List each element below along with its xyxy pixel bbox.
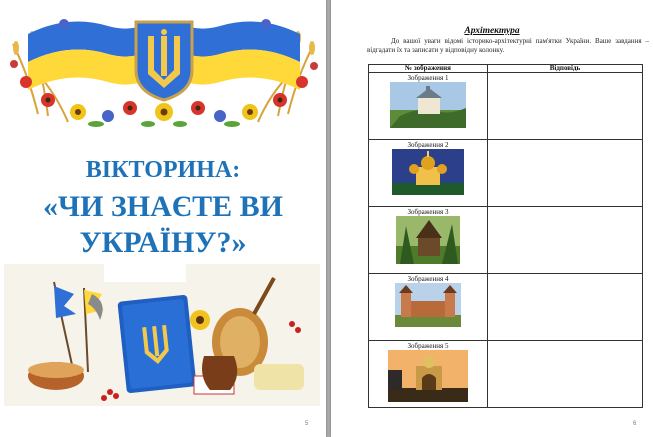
table-row: [369, 140, 643, 207]
table-row: [369, 207, 643, 274]
answer-cell[interactable]: [488, 207, 643, 274]
flag-banner-with-trident: [8, 4, 320, 134]
image-label: Зображення 1: [407, 74, 449, 82]
table-row: [369, 274, 643, 341]
table-row: [369, 73, 643, 140]
left-page: [0, 0, 326, 437]
answers-table: [368, 64, 643, 408]
answer-cell[interactable]: [488, 274, 643, 341]
image-cell: [369, 274, 488, 341]
answer-cell[interactable]: [488, 140, 643, 207]
image-label: Зображення 3: [407, 208, 449, 216]
page-number: 5: [305, 421, 309, 427]
image-label: Зображення 5: [407, 342, 449, 350]
task-instructions: До вашої уваги відомі історико-архітектурні пам'ятки України. Ваше завдання – відгадати їх та записати у відповідну колонку.: [367, 37, 649, 54]
quiz-title-line3: УКРАЇНУ?»: [79, 226, 247, 259]
column-header-number: № зображення: [369, 65, 488, 73]
monument-photo-1: [390, 82, 466, 128]
image-label: Зображення 4: [407, 275, 449, 283]
image-cell: [369, 73, 488, 140]
monument-photo-5: [388, 350, 468, 402]
image-cell: [369, 207, 488, 274]
answer-cell[interactable]: [488, 341, 643, 408]
monument-photo-4: [395, 283, 461, 327]
page-number: 6: [633, 421, 637, 427]
answer-cell[interactable]: [488, 73, 643, 140]
quiz-title-line1: ВІКТОРИНА:: [85, 157, 241, 183]
monument-photo-3: [396, 216, 460, 264]
folk-still-life-illustration: [4, 264, 320, 406]
column-header-answer: Відповідь: [488, 65, 643, 73]
table-row: [369, 341, 643, 408]
monument-photo-2: [392, 149, 464, 195]
image-cell: [369, 341, 488, 408]
right-page: [331, 0, 653, 437]
quiz-title-line2: «ЧИ ЗНАЄТЕ ВИ: [43, 190, 283, 223]
image-label: Зображення 2: [407, 141, 449, 149]
section-heading: Архітектура: [464, 26, 520, 36]
image-cell: [369, 140, 488, 207]
